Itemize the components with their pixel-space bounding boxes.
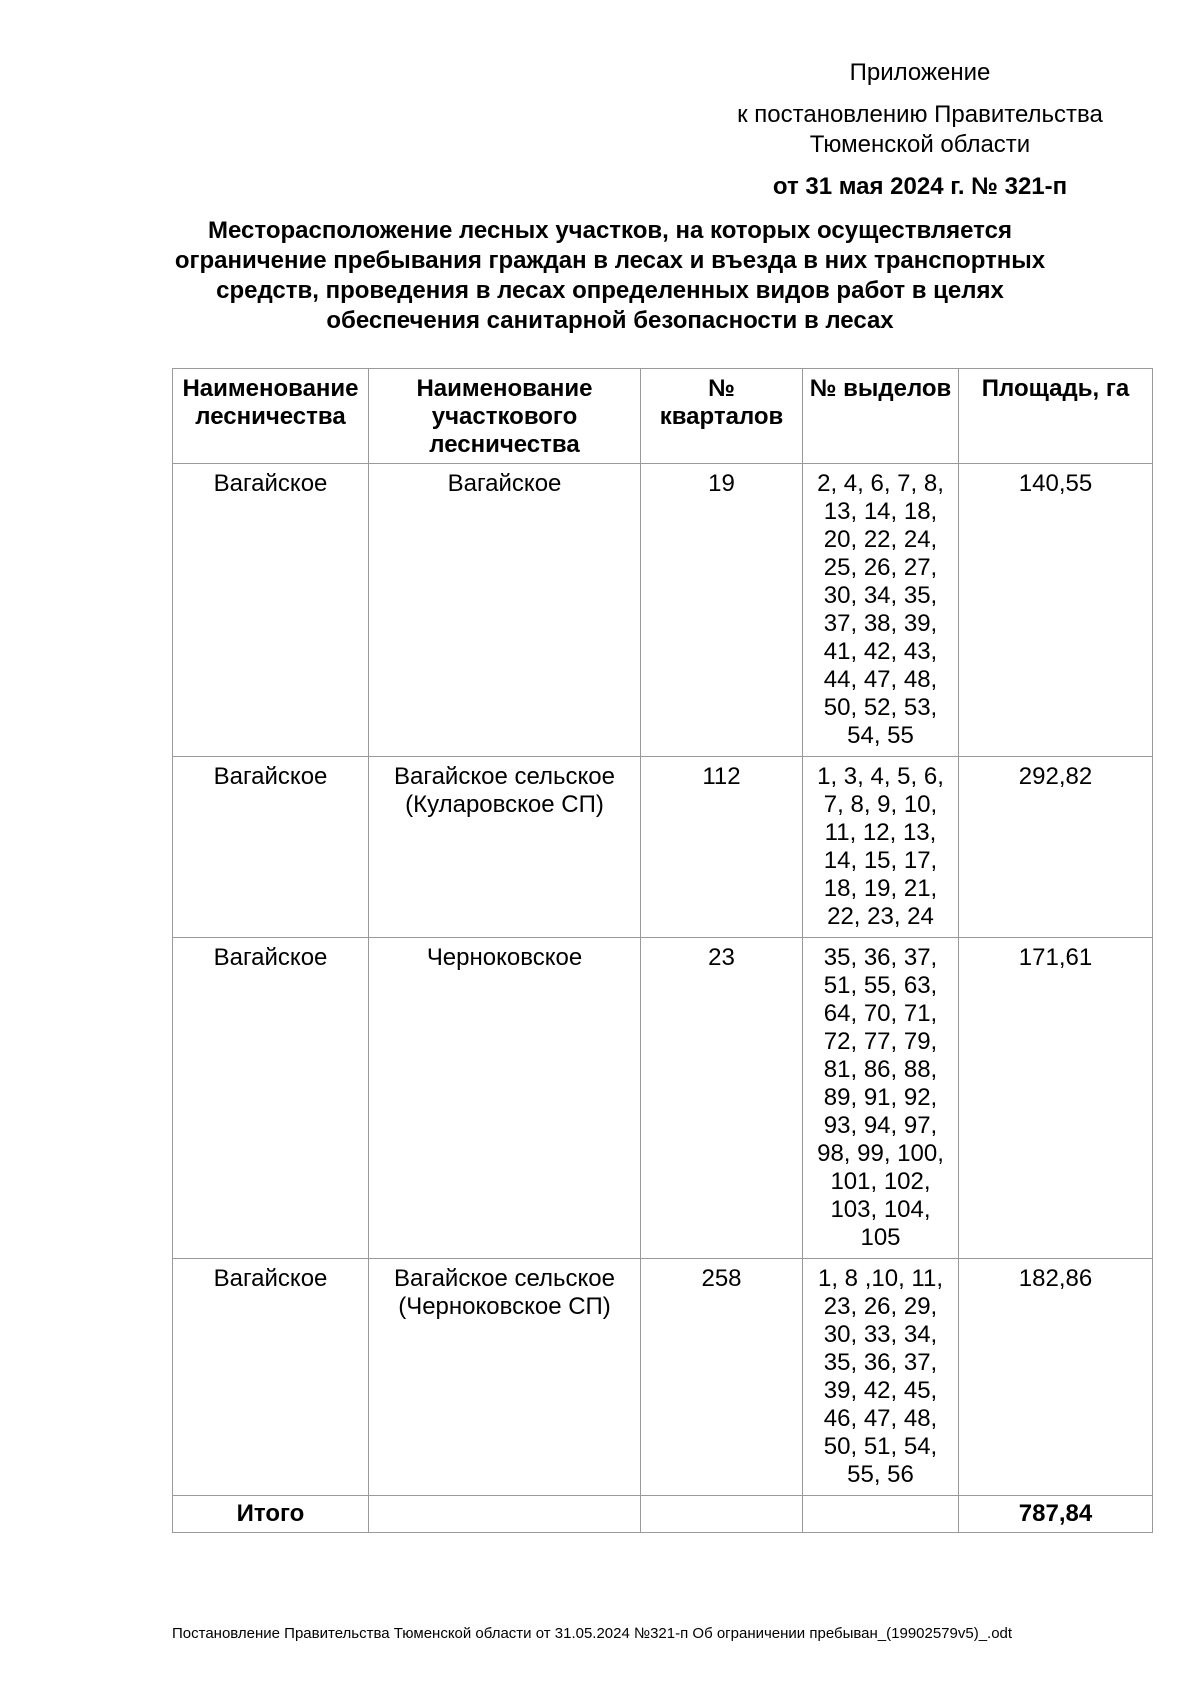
header-area: Площадь, га <box>959 369 1153 464</box>
cell-quarters: 258 <box>641 1259 803 1496</box>
total-empty-cell <box>803 1496 959 1533</box>
table-row <box>173 464 1153 757</box>
appendix-reference-line-2: Тюменской области <box>809 131 1031 158</box>
appendix-reference-line-1: к постановлению Правительства <box>737 101 1103 128</box>
cell-district-forestry: Вагайское сельское (Куларовское СП) <box>369 757 641 938</box>
appendix-date-number: от 31 мая 2024 г. № 321-п <box>772 173 1068 200</box>
document-footer: Постановление Правительства Тюменской области от 31.05.2024 №321-п Об ограничении пребыван_(19902579v5)_.odt <box>172 1625 1013 1642</box>
forest-sites-table <box>172 368 1153 1533</box>
cell-allotments: 1, 3, 4, 5, 6, 7, 8, 9, 10, 11, 12, 13, 14, 15, 17, 18, 19, 21, 22, 23, 24 <box>803 757 959 938</box>
header-district-forestry: Наименование участкового лесничества <box>369 369 641 464</box>
cell-area: 182,86 <box>959 1259 1153 1496</box>
cell-forestry: Вагайское <box>173 757 369 938</box>
total-empty-cell <box>369 1496 641 1533</box>
cell-quarters: 112 <box>641 757 803 938</box>
cell-allotments: 2, 4, 6, 7, 8, 13, 14, 18, 20, 22, 24, 25, 26, 27, 30, 34, 35, 37, 38, 39, 41, 42, 43, 44, 47, 48, 50, 52, 53, 54, 55 <box>803 464 959 757</box>
cell-forestry: Вагайское <box>173 938 369 1259</box>
document-title <box>140 216 1080 336</box>
cell-quarters: 19 <box>641 464 803 757</box>
header-allotments: № выделов <box>803 369 959 464</box>
document-title-line: ограничение пребывания граждан в лесах и въезда в них транспортных <box>174 247 1046 274</box>
cell-forestry: Вагайское <box>173 464 369 757</box>
table-header-row <box>173 369 1153 464</box>
total-empty-cell <box>641 1496 803 1533</box>
total-row <box>173 1496 1153 1533</box>
cell-allotments: 35, 36, 37, 51, 55, 63, 64, 70, 71, 72, 77, 79, 81, 86, 88, 89, 91, 92, 93, 94, 97, 98, 99, 100, 101, 102, 103, 104, 105 <box>803 938 959 1259</box>
cell-area: 140,55 <box>959 464 1153 757</box>
table-row <box>173 1259 1153 1496</box>
total-area: 787,84 <box>959 1496 1153 1533</box>
cell-forestry: Вагайское <box>173 1259 369 1496</box>
appendix-title: Приложение <box>849 59 991 86</box>
document-title-line: Месторасположение лесных участков, на которых осуществляется <box>208 217 1012 244</box>
cell-district-forestry: Вагайское сельское (Черноковское СП) <box>369 1259 641 1496</box>
header-quarters: № кварталов <box>641 369 803 464</box>
cell-area: 292,82 <box>959 757 1153 938</box>
cell-area: 171,61 <box>959 938 1153 1259</box>
cell-allotments: 1, 8 ,10, 11, 23, 26, 29, 30, 33, 34, 35, 36, 37, 39, 42, 45, 46, 47, 48, 50, 51, 54, 55, 56 <box>803 1259 959 1496</box>
total-label: Итого <box>173 1496 369 1533</box>
cell-district-forestry: Вагайское <box>369 464 641 757</box>
cell-quarters: 23 <box>641 938 803 1259</box>
header-forestry: Наименование лесничества <box>173 369 369 464</box>
table-row <box>173 757 1153 938</box>
document-title-line: обеспечения санитарной безопасности в лесах <box>326 307 894 334</box>
table-row <box>173 938 1153 1259</box>
cell-district-forestry: Черноковское <box>369 938 641 1259</box>
document-title-line: средств, проведения в лесах определенных видов работ в целях <box>216 277 1004 304</box>
